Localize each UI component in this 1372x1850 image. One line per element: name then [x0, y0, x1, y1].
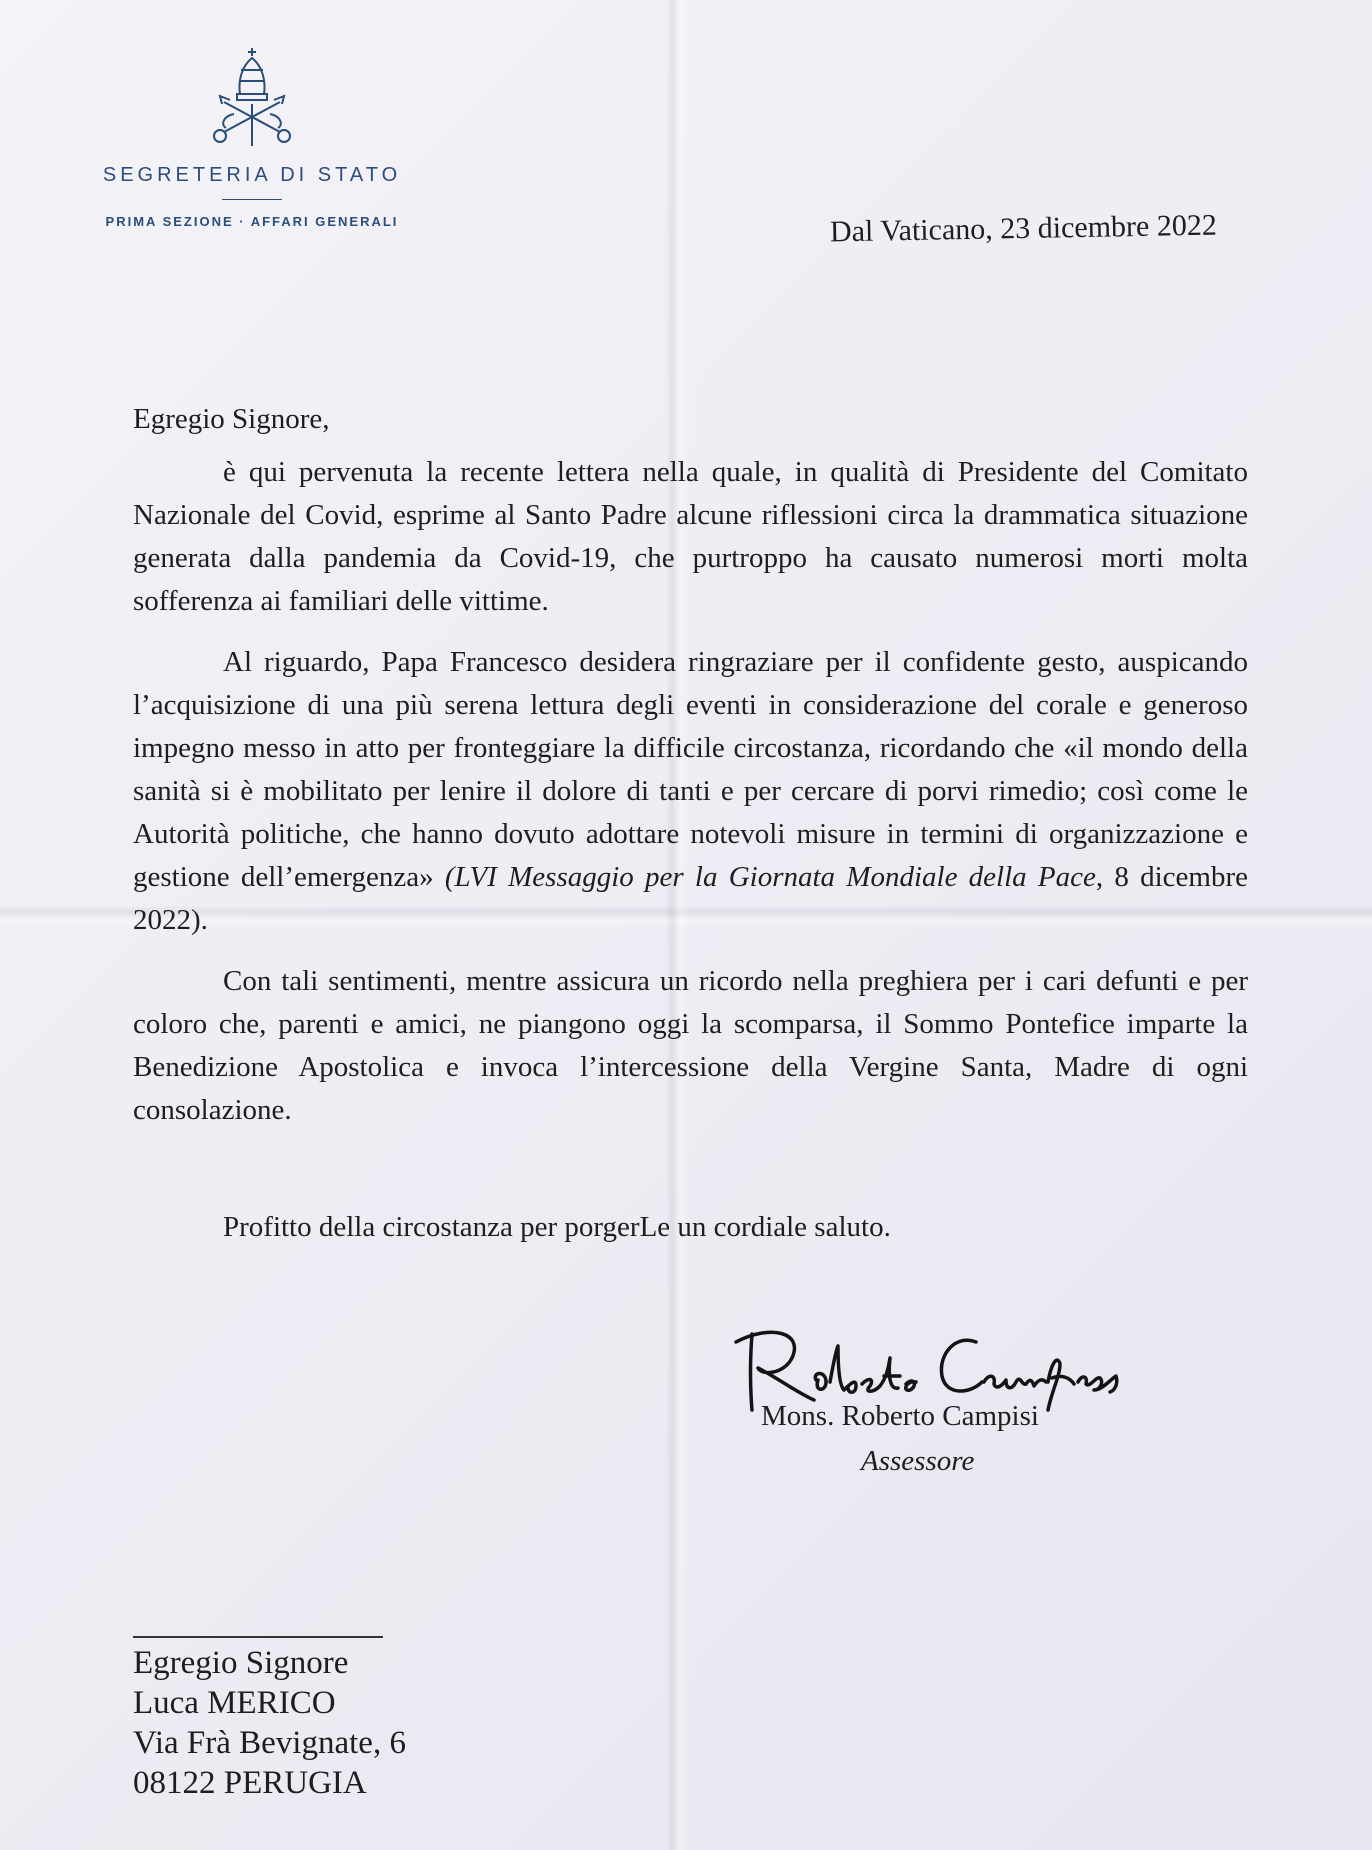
- organization-name: SEGRETERIA DI STATO: [102, 164, 402, 186]
- address-line-3: Via Frà Bevignate, 6: [133, 1725, 406, 1761]
- citation-title: (LVI Messaggio per la Giornata Mondiale della Pace: [444, 861, 1096, 893]
- closing-line: Profitto della circostanza per porgerLe un cordiale saluto.: [223, 1211, 891, 1243]
- organization-section: PRIMA SEZIONE · AFFARI GENERALI: [105, 214, 399, 229]
- letterhead-divider: [222, 199, 282, 200]
- paragraph-2-text: Al riguardo, Papa Francesco desidera ringraziare per il confidente gesto, auspicando l’acquisizione di una più serena lettura degli eventi in considerazione del corale e generoso impegno messo in atto per fronteggiare la difficile circostanza, ricordando che «il mondo della sanità si è mobilitato per lenire il dolore di tanti e per cercare di porvi rimedio; così come le Autorità politiche, che hanno dovuto adottare notevoli misure in termini di organizzazione e gestione dell’emergenza»: [133, 646, 1248, 893]
- address-divider: [133, 1636, 383, 1638]
- address-line-1: Egregio Signore: [133, 1645, 349, 1681]
- letterhead: [62, 44, 442, 229]
- letter-body: [133, 398, 1248, 1267]
- address-line-4: 08122 PERUGIA: [133, 1765, 367, 1801]
- recipient-address: [133, 1643, 406, 1803]
- salutation: Egregio Signore,: [133, 403, 330, 435]
- paragraph-1: è qui pervenuta la recente lettera nella quale, in qualità di Presidente del Comitato Nazionale del Covid, esprime al Santo Padre alcune riflessioni circa la drammatica situazione generata dalla pandemia da Covid-19, che purtroppo ha causato numerosi morti molta sofferenza ai familiari delle vittime.: [133, 456, 1248, 617]
- paragraph-3: Con tali sentimenti, mentre assicura un ricordo nella preghiera per i cari defunti e per coloro che, parenti e amici, ne piangono oggi la scomparsa, il Sommo Pontefice imparte la Benedizione Apostolica e invoca l’intercessione della Vergine Santa, Madre di ogni consolazione.: [133, 965, 1248, 1126]
- letter-date: Dal Vaticano, 23 dicembre 2022: [829, 208, 1218, 249]
- address-line-2: Luca MERICO: [133, 1685, 336, 1721]
- signer-name: Mons. Roberto Campisi: [761, 1400, 1039, 1432]
- citation-date: , 8 dicembre 2022).: [133, 861, 1248, 936]
- papal-crest-icon: [204, 44, 300, 150]
- signature-block: [725, 1320, 1145, 1500]
- paragraph-2: [133, 641, 1248, 942]
- signer-title: Assessore: [861, 1445, 975, 1477]
